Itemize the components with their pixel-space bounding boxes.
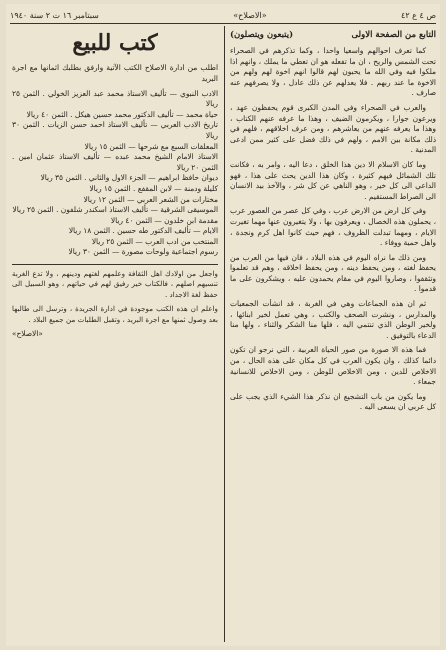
book-item: مختارات من الشعر العربي — الثمن ١٢ ريالا bbox=[83, 194, 218, 204]
book-item: مقدمة ابن خلدون — الثمن ٤٠ ريالا bbox=[110, 215, 218, 225]
section-title: التابع من الصفحة الاولى bbox=[351, 30, 436, 40]
book-item: تاريخ الادب العربي — تأليف الاستاذ احمد حسن الزيات . الثمن ٣٠ ريالا bbox=[12, 120, 218, 140]
section-rule bbox=[12, 264, 218, 265]
header-issue: ص ٤ ع ٤٢ bbox=[401, 10, 436, 20]
books-column bbox=[12, 28, 218, 338]
section-heading bbox=[230, 30, 436, 40]
page-header bbox=[10, 8, 436, 22]
book-item: رسوم اجتماعية ولوحات مصورة — الثمن ٣٠ ريالا bbox=[68, 247, 218, 257]
article-paragraph: وفي كل ارض من الارض عرب ، وفي كل عصر من العصور عرب ، يحملون هذه الخصال ، ويعرفون بها ، ولا يتغيرون عنها مهما تغيرت الايام ، ومهما تبدلت الظروف ، فهم حيث كانوا اهل كرم ونجدة ، واهل حمية ووفاء . bbox=[230, 206, 436, 248]
notice-paragraph: واجعل من اولادك اهل الثقافة وعلمهم لغتهم ودينهم ، ولا تدع الغربة تنسيهم اصلهم ، فالكتاب خير رفيق لهم في حياتهم ، وهو السبيل الى حفظ لغة الاجداد . bbox=[12, 269, 218, 299]
article-paragraph: وما كان الاسلام الا دين هذا الخلق ، دعا اليه ، وامر به ، فكانت تلك الشمائل فيهم كثيرة ، وكان هذا الدين يحث على هذا ، فهو الداعي الى كل خير ، وهو الناهي عن كل شر ، والآخذ بيد الانسان الى الصراط المستقيم . bbox=[230, 159, 436, 201]
book-item: حياة محمد — تأليف الدكتور محمد حسين هيكل . الثمن ٤٠ ريالا bbox=[26, 109, 218, 119]
article-paragraph: ومن ذلك ما نراه اليوم في هذه البلاد ، فان فيها من العرب من يحفظ لغته ، ومن يحفظ دينه ، ومن يحفظ اخلاقه ، وهم قد تعلموا وتثقفوا ، وصاروا اليوم في مقام يحمدون عليه ، ويشكرون على ما قدموا . bbox=[230, 252, 436, 294]
book-item: ديوان حافظ ابراهيم — الجزء الاول والثاني . الثمن ٣٥ ريالا bbox=[40, 173, 218, 183]
signature: «الاصلاح» bbox=[12, 329, 43, 339]
book-item: الموسيقى الشرقية — تأليف الاستاذ اسكندر شلفون . الثمن ٢٥ ريالا bbox=[12, 205, 218, 215]
book-item: الادب النبوي — تأليف الاستاذ محمد عبد العزيز الخولي . الثمن ٢٥ ريالا bbox=[12, 88, 218, 109]
book-item: المعلقات السبع مع شرحها — الثمن ١٥ ريالا bbox=[84, 141, 218, 151]
article-column bbox=[230, 28, 436, 417]
article-paragraph: ثم ان هذه الجماعات وهي في الغربة ، قد انشأت الجمعيات والمدارس ، ونشرت الصحف والكتب ، وهي تعمل لخير ابنائها ، ولخير الوطن الذي تنتمي اليه ، فلها منا الشكر والثناء ، ولها منا الدعاء بالتوفيق . bbox=[230, 299, 436, 340]
books-title: كتب للبيع bbox=[72, 30, 158, 56]
book-item: كليلة ودمنة — لابن المقفع . الثمن ١٥ ريالا bbox=[89, 183, 218, 193]
article-paragraph: والعرب في الصحراء وفي المدن الكبرى قوم يحفظون عهد ، ويرعون جوارا ، ويكرمون الضيف ، وهذا ما عرفه عنهم الكتاب ، وهذا ما يعرفه عنهم من يعاشرهم ، ومن عرف اخلاقهم ، فلهم في ذلك مكانة بين الامم ، ولهم في ذلك فضل على كثير ممن ادعى المدنية . bbox=[230, 102, 436, 155]
article-closing: وما يكون من باب التشجيع ان نذكر هذا الشيء الذي يجب على كل عربي ان يسعى اليه . bbox=[230, 391, 436, 412]
header-masthead: «الاصلاح» bbox=[233, 10, 267, 20]
article-paragraph: كما تعرف احوالهم واسعيا واحدا ، وكما تذكرهم في الصحراء تحت الشمس والريح ، ان ما تفعله هو ان تعطي ما يملك ، وانهم اذا ملكوا فيه وفي الله ما يحبون لهم قالوا انهم اخوة لهم ولهم من الاخوة ما عند ربهم . فلا يعدلهم عن ذلك عادل ، ولا يصرفهم عنه صارف . bbox=[230, 46, 436, 98]
notice-paragraph: واعلم ان هذه الكتب موجودة في ادارة الجريدة ، وترسل الى طالبها بعد وصول ثمنها مع اجرة البريد ، وتقبل الطلبات من جميع البلاد . bbox=[12, 304, 218, 324]
section-note: (يتبعون ويتصلون) bbox=[230, 30, 294, 40]
book-item: الايام — تأليف الدكتور طه حسين . الثمن ١٨ ريالا bbox=[68, 226, 218, 236]
book-item: المنتخب من ادب العرب — الثمن ٢٥ ريالا bbox=[91, 236, 218, 246]
newspaper-page bbox=[6, 4, 440, 646]
article-paragraph: فما هذه الا صورة من صور الحياة العربية ، التي نرجو ان تكون دائما كذلك ، وان يكون العرب في كل مكان على هذه الحال ، من الاخلاص للدين ، ومن الاخلاص للوطن ، ومن الاخلاص للانسانية جمعاء . bbox=[230, 345, 436, 387]
books-intro: اطلب من ادارة الاصلاح الكتب الآتية وارفق بطلبك اثمانها مع اجرة البريد bbox=[12, 63, 218, 83]
column-divider bbox=[224, 26, 225, 642]
header-date: سبتامبر ١٦ ت ٢ سنة ١٩٤٠ bbox=[10, 10, 99, 20]
book-item: الاستاذ الامام الشيخ محمد عبده — تأليف الاستاذ عثمان امين . الثمن ٢٠ ريالا bbox=[12, 152, 218, 172]
header-rule bbox=[10, 23, 436, 24]
